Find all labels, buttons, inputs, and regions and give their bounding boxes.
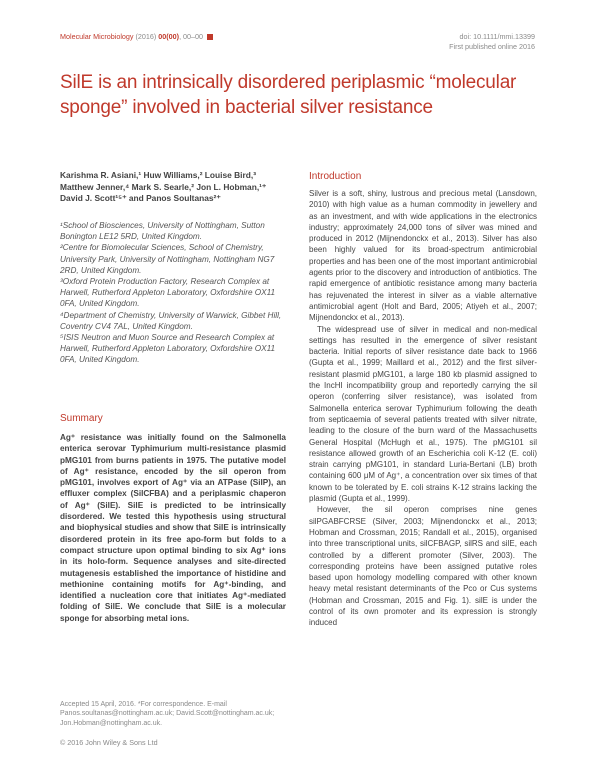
- article-title: SilE is an intrinsically disordered periplasmic “molecular sponge” involved in bacterial silver resistance: [60, 72, 517, 118]
- intro-paragraph: Silver is a soft, shiny, lustrous and precious metal (Lansdown, 2010) with high value as a human commodity in jewellery and as an investment, and with wide applications in the electronics industry; approximately 24,000 tons of silver was mined and produced in 2012 (Mijnendonckx et al., 2013). Silver has also been highly valued for its broad-spectrum antimicrobial properties and has been one of the most important antimicrobial agents prior to the discovery and introduction of antibiotics. The rapid emergence of antibiotic resistance among many bacteria has rejuvenated the interest in silver as a viable alternative antimicrobial agent (Holt and Bard, 2005; Atiyeh et al., 2007; Mijnendonckx et al., 2013).: [309, 189, 537, 323]
- journal-name: Molecular Microbiology: [60, 32, 134, 41]
- introduction-heading: Introduction: [309, 171, 362, 182]
- summary-abstract: Ag⁺ resistance was initially found on the Salmonella enterica serovar Typhimurium multi-resistance plasmid pMG101 from burns patients in 1975. The putative model of Ag⁺ resistance, encoded by the sil operon from pMG101, involves export of Ag⁺ via an ATPase (SilP), an effluxer complex (SilCFBA) and a periplasmic chaperon of Ag⁺ (SilE). SilE is predicted to be intrinsically disordered. We tested this hypothesis using structural and biophysical studies and show that SilE is intrinsically disordered protein in its free apo-form but folds to a compact structure upon optimal binding to six Ag⁺ ions in its holo-form. Sequence analyses and site-directed mutagenesis established the importance of histidine and methionine containing motifs for Ag⁺-binding, and identified a nucleation core that initiates Ag⁺-mediated folding of SilE. We conclude that SilE is a molecular sponge for absorbing metal ions.: [60, 433, 286, 623]
- journal-citation: [60, 32, 213, 41]
- correspondence-note: Accepted 15 April, 2016. *For correspondence. E-mail Panos.soultanas@nottingham.ac.uk; David.Scott@nottingham.ac.uk; Jon.Hobman@nottingham.ac.uk.: [60, 701, 275, 727]
- journal-issue: 00(00): [158, 32, 180, 41]
- doi-block: [449, 32, 535, 51]
- published-online: First published online 2016: [449, 41, 535, 51]
- intro-paragraph: However, the sil operon comprises nine genes silPGABFCRSE (Silver, 2003; Mijnendonckx et al., 2013; Hobman and Crossman, 2015; Randall et al., 2015), organised into three transcriptional units, silCFBAGP, silRS and silE, each controlled by a different promoter (Silver, 2003). The corresponding proteins have been assigned putative roles based upon homology modelling compared with other known heavy metal resistant determinants of the Pco or Cus systems (Hobman and Crossman, 2015 and Fig. 1). silE is under the control of its own promoter and its expression is strongly induced: [309, 505, 537, 628]
- summary-heading: Summary: [60, 413, 103, 424]
- affiliation-item: ⁴Department of Chemistry, University of Warwick, Gibbet Hill, Coventry CV4 7AL, United Kingdom.: [60, 310, 282, 331]
- introduction-body: [309, 188, 537, 629]
- affiliation-item: ²Centre for Biomolecular Sciences, School of Chemistry, University Park, University of Nottingham, Nottingham NG7 2RD, United Kingdom.: [60, 243, 275, 275]
- journal-year: (2016): [133, 32, 159, 41]
- intro-paragraph: The widespread use of silver in medical and non-medical settings has resulted in the emergence of silver resistant bacteria. Initial reports of silver resistance date back to 1966 (Gupta et al., 1999; Maillard et al., 2012) and the first silver-resistant plasmid pMG101, a large 180 kb plasmid assigned to the IncHI incompatibility group and reportedly carrying the sil operon (conferring silver resistance), was isolated from Salmonella enterica serovar Typhimurium following the death from septicaemia of several patients treated with silver nitrate, leading to the closure of the burn ward of the Massachusetts General Hospital (McHugh et al., 1975). The pMG101 sil resistance allowed growth of an Escherichia coli K-12 (E. coli) strain carrying pMG101, in standard Luria-Bertani (LB) broth containing 600 μM of Ag⁺, a concentration over six times of that known to be tolerated by E. coli strains K-12 strains lacking the plasmid (Gupta et al., 1999).: [309, 324, 537, 504]
- copyright-notice: © 2016 John Wiley & Sons Ltd: [60, 738, 158, 747]
- doi-link[interactable]: doi: 10.1111/mmi.13399: [459, 32, 535, 41]
- affiliation-item: ⁵ISIS Neutron and Muon Source and Research Complex at Harwell, Rutherford Appleton Laboratory, Oxfordshire OX11 0FA, United Kingdom.: [60, 333, 276, 365]
- author-list: Karishma R. Asiani,¹ Huw Williams,² Louise Bird,³ Matthew Jenner,⁴ Mark S. Searle,² Jon L. Hobman,¹⁺ David J. Scott¹⁵⁺ and Panos Soultanas²⁺: [60, 170, 267, 204]
- affiliation-item: ¹School of Biosciences, University of Nottingham, Sutton Bonington LE12 5RD, United Kingdom.: [60, 221, 265, 242]
- journal-marker-icon: [207, 34, 213, 40]
- affiliation-item: ³Oxford Protein Production Factory, Research Complex at Harwell, Rutherford Appleton Laboratory, Oxfordshire OX11 0FA, United Kingdom.: [60, 277, 276, 309]
- affiliation-list: [60, 220, 285, 366]
- running-header: [0, 32, 595, 51]
- journal-pages: , 00–00: [179, 32, 204, 41]
